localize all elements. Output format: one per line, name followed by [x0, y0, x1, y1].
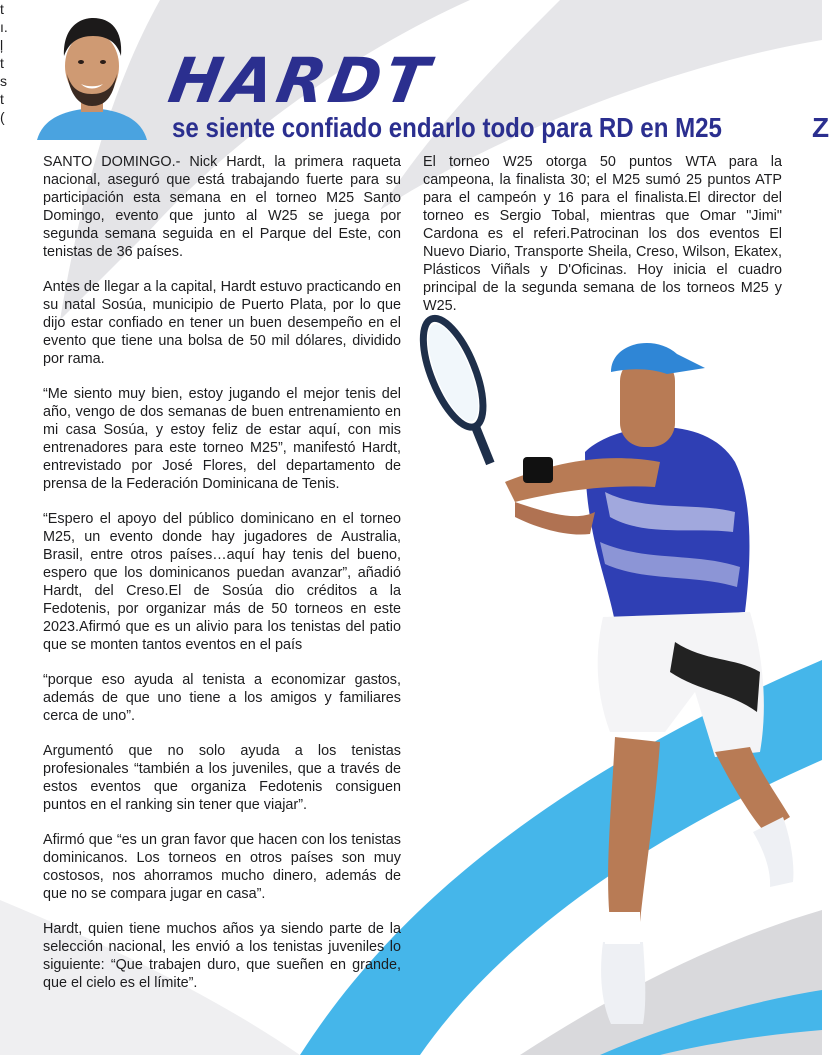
- text-fragment: s: [0, 73, 7, 89]
- text-fragment: t: [0, 1, 4, 17]
- tennis-player-photo: [415, 312, 815, 1032]
- article-paragraph: El torneo W25 otorga 50 puntos WTA para la campeona, la finalista 30; el M25 sumó 25 puntos ATP para el campeón y 16 para el finalista.El director del torneo es Sergio Tobal, mientras que Omar "Jimi" Cardona es el referi.Patrocinan los dos eventos El Nuevo Diario, Transporte Sheila, Creso, Wilson, Ekatex, Plásticos Viñals y D'Oficinas. Hoy inicia el cuadro principal de la segunda semana de los torneos M25 y W25.: [423, 154, 782, 314]
- headline-subtitle: se siente confiado endarlo todo para RD en M25: [172, 112, 722, 143]
- article-paragraph: “Me siento muy bien, estoy jugando el mejor tenis del año, vengo de dos semanas de buen entrenamiento en mi casa Sosúa, y estoy feliz de estar aquí, con mis entrenadores para este torneo M25”, manifestó Hardt, entrevistado por José Flores, del departamento de prensa de la Federación Dominicana de Tenis.: [43, 386, 401, 492]
- article-paragraph: “Espero el apoyo del público dominicano en el torneo M25, un evento donde hay jugadores de Australia, Brasil, entre otros países…aquí hay tenis del bueno, espero que los dominicanos puedan avanzar”, añadió Hardt, del Creso.El de Sosúa dio créditos a la Fedotenis, por organizar más de 50 torneos en este 2023.Afirmó que es un alivio para los tenistas del patio que se monten tantos eventos en el país: [43, 511, 401, 653]
- article-paragraph: Hardt, quien tiene muchos años ya siendo parte de la selección nacional, les envió a los tenistas juveniles lo siguiente: “Que trabajen duro, que sueñen en grande, que el cielo es el límite”.: [43, 921, 401, 991]
- text-fragment: t: [0, 91, 4, 107]
- article-paragraph: SANTO DOMINGO.- Nick Hardt, la primera raqueta nacional, aseguró que está trabajando fuerte para su participación esta semana en el torneo M25 Santo Domingo, evento que junto al W25 se juega por segunda semana seguida en el Parque del Este, con tenistas de 36 países.: [43, 154, 401, 260]
- text-fragment: ı.: [0, 19, 8, 35]
- article-column-left: [43, 153, 401, 1009]
- text-fragment: ļ: [0, 37, 4, 53]
- next-page-headline-fragment: Z: [812, 112, 829, 143]
- article-column-right: [423, 153, 782, 332]
- text-fragment: (: [0, 109, 5, 125]
- article-paragraph: “porque eso ayuda al tenista a economizar gastos, además de que uno tiene a los amigos y familiares cerca de uno”.: [43, 672, 401, 724]
- text-fragment: t: [0, 55, 4, 71]
- portrait-photo: [37, 14, 147, 140]
- headline-name: HARDT: [163, 44, 438, 117]
- article-paragraph: Antes de llegar a la capital, Hardt estuvo practicando en su natal Sosúa, municipio de Puerto Plata, por lo que dijo estar confiado en tener un buen desempeño en el evento que tiene una bolsa de 50 mil dólares, dividido por rama.: [43, 279, 401, 367]
- article-paragraph: Argumentó que no solo ayuda a los tenistas profesionales “también a los juveniles, que a través de estos eventos que organiza Fedotenis consiguen puntos en el ranking sin tener que viajar”.: [43, 743, 401, 813]
- article-paragraph: Afirmó que “es un gran favor que hacen con los tenistas dominicanos. Los torneos en otros países son muy costosos, nos ahorramos mucho dinero, además de que no se compara jugar en casa”.: [43, 832, 401, 902]
